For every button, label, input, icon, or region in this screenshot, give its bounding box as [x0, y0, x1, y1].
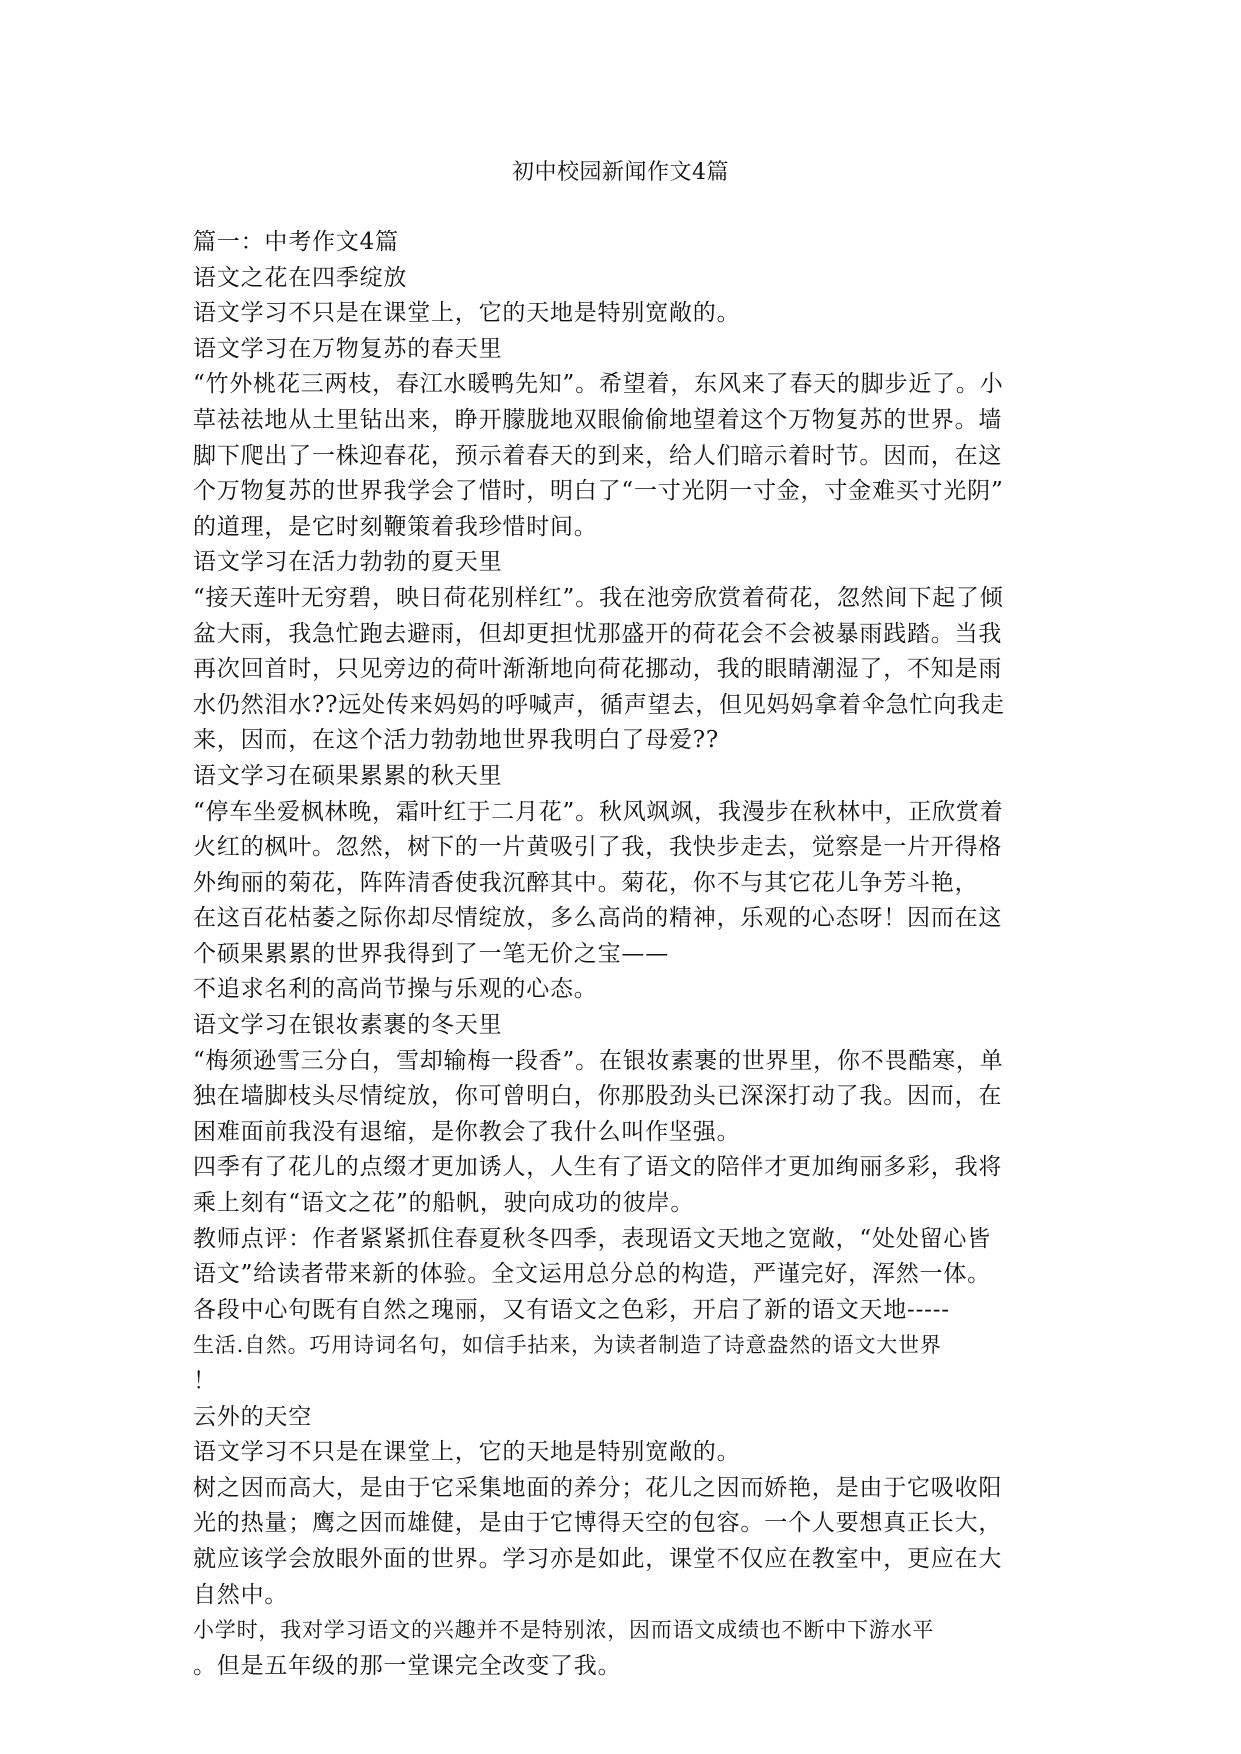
body-line: “接天莲叶无穷碧，映日荷花别样红”。我在池旁欣赏着荷花，忽然间下起了倾 [193, 584, 1004, 611]
body-line: 在这百花枯萎之际你却尽情绽放，多么高尚的精神，乐观的心态呀！因而在这 [193, 905, 1003, 932]
body-line: 光的热量；鹰之因而雄健，是由于它博得天空的包容。一个人要想真正长大， [193, 1510, 1003, 1537]
body-line: 草祛祛地从土里钻出来，睁开朦胧地双眼偷偷地望着这个万物复苏的世界。墙 [193, 406, 1003, 433]
subheading: 语文学习在活力勃勃的夏天里 [193, 549, 503, 576]
body-line: 的道理，是它时刻鞭策着我珍惜时间。 [193, 513, 598, 540]
body-line: “梅须逊雪三分白，雪却输梅一段香”。在银妆素裹的世界里，你不畏酷寒，单 [193, 1047, 1004, 1074]
body-line: 独在墙脚枝头尽情绽放，你可曾明白，你那股劲头已深深打动了我。因而，在 [193, 1083, 1003, 1110]
body-line: 树之因而高大，是由于它采集地面的养分；花儿之因而娇艳，是由于它吸收阳 [193, 1474, 1003, 1501]
body-line: 外绚丽的菊花，阵阵清香使我沉醉其中。菊花，你不与其它花儿争芳斗艳， [193, 869, 979, 896]
teacher-comment-line: 教师点评：作者紧紧抓住春夏秋冬四季，表现语文天地之宽敞，“处处留心皆 [193, 1225, 991, 1252]
document-body [193, 225, 1053, 1684]
body-line: “停车坐爱枫林晚，霜叶红于二月花”。秋风飒飒，我漫步在秋林中，正欣赏着 [193, 798, 1004, 825]
body-line: 就应该学会放眼外面的世界。学习亦是如此，课堂不仅应在教室中，更应在大 [193, 1545, 1003, 1572]
body-line: 乘上刻有“语文之花”的船帆，驶向成功的彼岸。 [193, 1190, 695, 1217]
body-line: 不追求名利的高尚节操与乐观的心态。 [193, 976, 598, 1003]
teacher-comment-line: 语文”给读者带来新的体验。全文运用总分总的构造，严谨完好，浑然一体。 [193, 1261, 991, 1288]
subheading: 语文学习在硕果累累的秋天里 [193, 762, 503, 789]
body-line: 来，因而，在这个活力勃勃地世界我明白了母爱?? [193, 727, 720, 754]
body-line: 盆大雨，我急忙跑去避雨，但却更担忧那盛开的荷花会不会被暴雨践踏。当我 [193, 620, 1003, 647]
teacher-comment-line: 生活.自然。巧用诗词名句，如信手拈来，为读者制造了诗意盎然的语文大世界 [193, 1333, 942, 1358]
essay-title: 云外的天空 [193, 1403, 312, 1430]
essay-title: 语文之花在四季绽放 [193, 264, 408, 291]
body-line: 水仍然泪水??远处传来妈妈的呼喊声，循声望去，但见妈妈拿着伞急忙向我走 [193, 691, 1005, 718]
body-line: 个万物复苏的世界我学会了惜时，明白了“一寸光阴一寸金，寸金难买寸光阴” [193, 478, 1004, 505]
body-line: 个硕果累累的世界我得到了一笔无价之宝—— [193, 940, 669, 967]
body-line: 小学时，我对学习语文的兴趣并不是特别浓，因而语文成绩也不断中下游水平 [193, 1618, 935, 1643]
subheading: 语文学习在银妆素裹的冬天里 [193, 1012, 503, 1039]
body-line: 困难面前我没有退缩，是你教会了我什么叫作坚强。 [193, 1118, 741, 1145]
section-heading: 篇一：中考作文4篇 [193, 229, 399, 255]
body-line: 语文学习不只是在课堂上，它的天地是特别宽敞的。 [193, 300, 741, 327]
body-line: 脚下爬出了一株迎春花，预示着春天的到来，给人们暗示着时节。因而，在这 [193, 442, 1003, 469]
subheading: 语文学习在万物复苏的春天里 [193, 335, 503, 362]
body-line: 火红的枫叶。忽然，树下的一片黄吸引了我，我快步走去，觉察是一片开得格 [193, 834, 1003, 861]
body-line: 自然中。 [193, 1581, 289, 1608]
body-line: 语文学习不只是在课堂上，它的天地是特别宽敞的。 [193, 1439, 741, 1466]
body-line: “竹外桃花三两枝，春江水暖鸭先知”。希望着，东风来了春天的脚步近了。小 [193, 371, 1004, 398]
document-title: 初中校园新闻作文4篇 [512, 160, 729, 185]
body-line: 四季有了花儿的点缀才更加诱人，人生有了语文的陪伴才更加绚丽多彩，我将 [193, 1154, 1003, 1181]
body-line: 。但是五年级的那一堂课完全改变了我。 [193, 1652, 622, 1679]
teacher-comment-line: ！ [193, 1368, 217, 1394]
teacher-comment-line: 各段中心句既有自然之瑰丽，又有语文之色彩，开启了新的语文天地----- [193, 1296, 950, 1323]
body-line: 再次回首时，只见旁边的荷叶渐渐地向荷花挪动，我的眼睛潮湿了，不知是雨 [193, 656, 1003, 683]
